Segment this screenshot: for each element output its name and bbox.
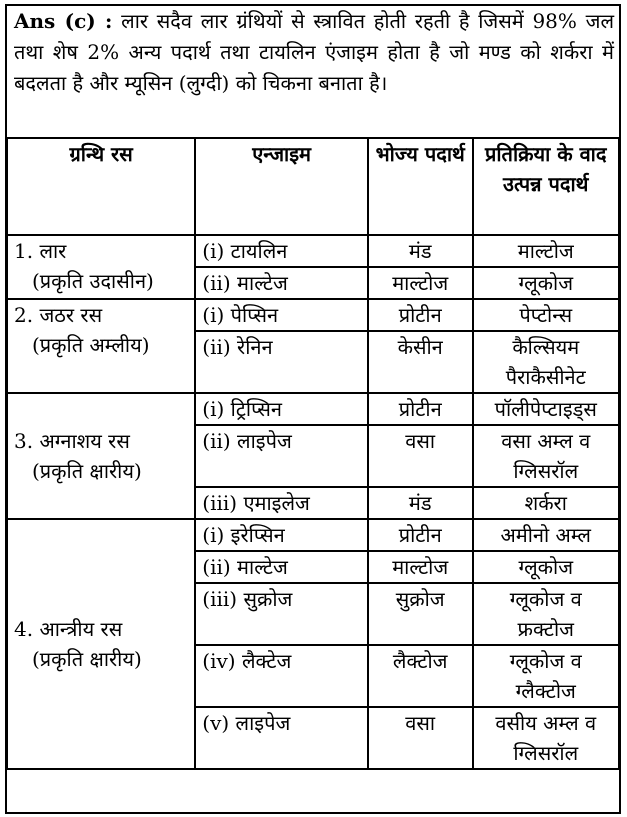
enzyme-cell: (i) ट्रिप्सिन bbox=[195, 393, 368, 425]
gland-cell bbox=[7, 235, 195, 299]
product-cell: माल्टोज bbox=[473, 235, 619, 267]
table-row bbox=[7, 393, 619, 425]
food-cell: प्रोटीन bbox=[368, 519, 473, 551]
food-cell: मंड bbox=[368, 487, 473, 519]
enzyme-cell: (i) टायलिन bbox=[195, 235, 368, 267]
product-cell: वसा अम्ल व ग्लिसरॉल bbox=[473, 425, 619, 487]
enzyme-cell: (i) पेप्सिन bbox=[195, 299, 368, 331]
enzyme-cell: (i) इरेप्सिन bbox=[195, 519, 368, 551]
food-cell: वसा bbox=[368, 707, 473, 769]
food-cell: सुक्रोज bbox=[368, 583, 473, 645]
table-row bbox=[7, 519, 619, 551]
table-row bbox=[7, 235, 619, 267]
food-cell: प्रोटीन bbox=[368, 393, 473, 425]
food-cell: लैक्टोज bbox=[368, 645, 473, 707]
food-cell: माल्टोज bbox=[368, 267, 473, 299]
food-cell: माल्टोज bbox=[368, 551, 473, 583]
food-cell: मंड bbox=[368, 235, 473, 267]
header-enzyme: एन्जाइम bbox=[195, 138, 368, 235]
food-cell: केसीन bbox=[368, 331, 473, 393]
enzyme-cell: (ii) रेनिन bbox=[195, 331, 368, 393]
gland-cell bbox=[7, 519, 195, 769]
product-cell: अमीनो अम्ल bbox=[473, 519, 619, 551]
gland-nature: (प्रकृति क्षारीय) bbox=[32, 647, 142, 671]
answer-paragraph bbox=[14, 6, 614, 99]
gland-nature: (प्रकृति अम्लीय) bbox=[32, 333, 150, 357]
gland-name: 4. आन्त्रीय रस bbox=[14, 617, 123, 641]
product-cell: कैल्सियम पैराकैसीनेट bbox=[473, 331, 619, 393]
answer-text: लार सदैव लार ग्रंथियों से स्त्रावित होती रहती है जिसमें 98% जल तथा शेष 2% अन्य पदार्थ तथा टायलिन एंजाइम होता है जो मण्ड को शर्करा में बदलता है और म्यूसिन (लुग्दी) को चिकना बनाता है। bbox=[14, 9, 615, 95]
enzyme-cell: (v) लाइपेज bbox=[195, 707, 368, 769]
enzyme-cell: (iii) एमाइलेज bbox=[195, 487, 368, 519]
enzyme-cell: (ii) माल्टेज bbox=[195, 551, 368, 583]
gland-cell bbox=[7, 393, 195, 519]
product-cell: पॉलीपेप्टाइड्स bbox=[473, 393, 619, 425]
header-food: भोज्य पदार्थ bbox=[368, 138, 473, 235]
product-cell: शर्करा bbox=[473, 487, 619, 519]
product-cell: ग्लूकोज व फ्रक्टोज bbox=[473, 583, 619, 645]
food-cell: वसा bbox=[368, 425, 473, 487]
answer-label: Ans (c) : bbox=[14, 9, 113, 33]
product-cell: पेप्टोन्स bbox=[473, 299, 619, 331]
gland-name: 2. जठर रस bbox=[14, 303, 103, 327]
food-cell: प्रोटीन bbox=[368, 299, 473, 331]
gland-cell bbox=[7, 299, 195, 393]
gland-nature: (प्रकृति उदासीन) bbox=[32, 269, 154, 293]
page-cutoff-line bbox=[90, 812, 570, 817]
gland-name: 3. अग्नाशय रस bbox=[14, 429, 130, 453]
product-cell: ग्लूकोज व ग्लैक्टोज bbox=[473, 645, 619, 707]
enzyme-cell: (iv) लैक्टेज bbox=[195, 645, 368, 707]
enzyme-cell: (ii) माल्टेज bbox=[195, 267, 368, 299]
digestive-enzymes-table bbox=[6, 137, 620, 770]
enzyme-cell: (iii) सुक्रोज bbox=[195, 583, 368, 645]
table-row bbox=[7, 299, 619, 331]
product-cell: ग्लूकोज bbox=[473, 267, 619, 299]
header-product: प्रतिक्रिया के वाद उत्पन्न पदार्थ bbox=[473, 138, 619, 235]
header-gland: ग्रन्थि रस bbox=[7, 138, 195, 235]
enzyme-cell: (ii) लाइपेज bbox=[195, 425, 368, 487]
product-cell: ग्लूकोज bbox=[473, 551, 619, 583]
gland-nature: (प्रकृति क्षारीय) bbox=[32, 459, 142, 483]
table-header-row bbox=[7, 138, 619, 235]
product-cell: वसीय अम्ल व ग्लिसरॉल bbox=[473, 707, 619, 769]
gland-name: 1. लार bbox=[14, 239, 67, 263]
